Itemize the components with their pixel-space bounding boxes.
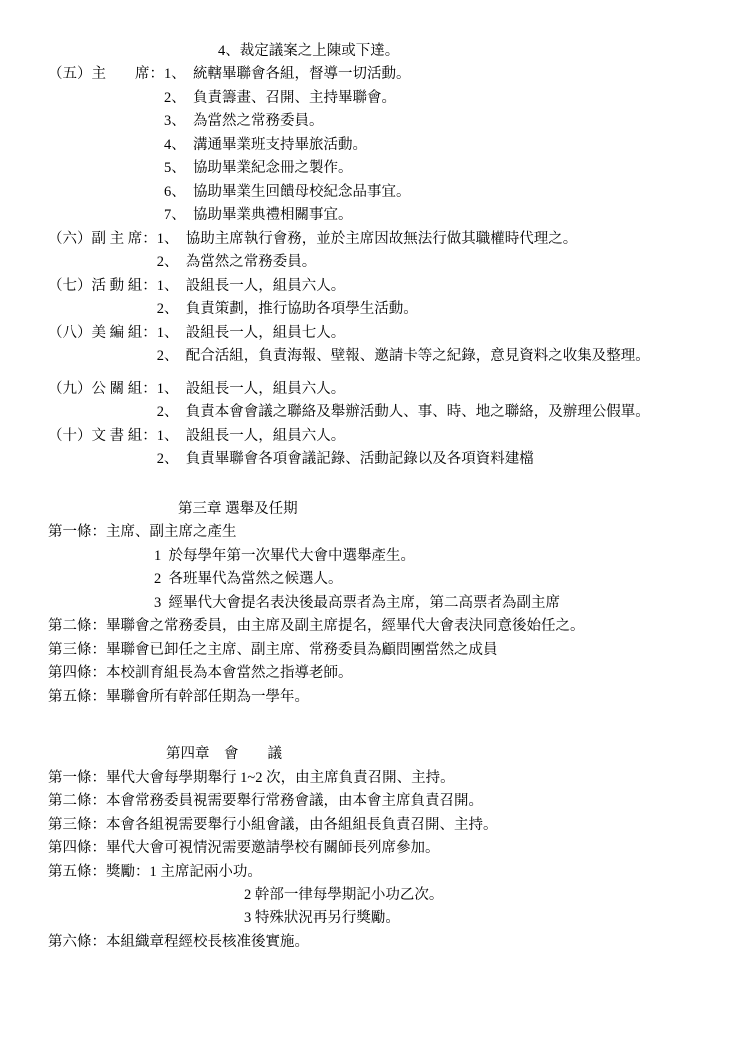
chapter3-article-2 [48, 615, 702, 638]
chapter4-article-5 [48, 861, 702, 884]
spacer [48, 369, 702, 378]
chapter3-article-3 [48, 639, 702, 662]
section-pr-group [48, 378, 702, 425]
list-item: 1、 設組長一人，組員六人。 [156, 277, 346, 294]
article-label: 第三條： [48, 816, 106, 833]
article-label: 第五條： [48, 863, 106, 880]
spacer [48, 472, 702, 498]
section-label: （七）活 動 組： [48, 277, 157, 294]
chapter4-article-4 [48, 837, 702, 860]
section-items [157, 378, 702, 425]
article-sub-item: 3 特殊狀況再另行獎勵。 [244, 910, 400, 927]
article-label: 第四條： [48, 665, 106, 682]
section-label: （六）副 主 席： [48, 230, 157, 247]
chapter4-article-6 [48, 931, 702, 954]
article-text: 畢聯會已卸任之主席、副主席、常務委員為顧問團當然之成員 [106, 641, 498, 658]
list-item: 7、 協助畢業典禮相關事宜。 [164, 207, 353, 224]
chapter4-article-1 [48, 767, 702, 790]
section-activity-group [48, 275, 702, 322]
spacer [48, 709, 702, 726]
list-item: 2、 為當然之常務委員。 [156, 254, 317, 271]
list-item: 2、 負責策劃，推行協助各項學生活動。 [156, 301, 418, 318]
list-item: 1、 統轄畢聯會各組，督導一切活動。 [164, 66, 411, 83]
list-item: 2、 負責籌畫、召開、主持畢聯會。 [164, 89, 396, 106]
chapter3-article-5 [48, 686, 702, 709]
chapter3-article-4 [48, 662, 702, 685]
article-text: 本校訓育組長為本會當然之指導老師。 [106, 665, 353, 682]
section-items [157, 322, 702, 369]
article-label: 第四條： [48, 840, 106, 857]
section-label: （十）文 書 組： [48, 427, 157, 444]
article-text: 主席、副主席之產生 [106, 524, 237, 541]
article-sub-item: 2 各班畢代為當然之候選人。 [154, 571, 343, 588]
article-text: 本會常務委員視需要舉行常務會議，由本會主席負責召開。 [106, 793, 483, 810]
section-label: （五）主 席： [48, 66, 164, 83]
article-label: 第一條： [48, 524, 106, 541]
article-text: 畢代大會可視情況需要邀請學校有關師長列席參加。 [106, 840, 440, 857]
list-item: 2、 配合活組，負責海報、壁報、邀請卡等之紀錄，意見資料之收集及整理。 [156, 348, 650, 365]
chapter3-article-1 [48, 521, 702, 544]
list-item [48, 40, 702, 63]
article-label: 第三條： [48, 641, 106, 658]
chapter-4-title: 第四章 會 議 [166, 746, 282, 763]
list-item-label: 裁定議案之上陳或下達。 [239, 43, 400, 59]
section-chairman [48, 63, 702, 227]
article-label: 第五條： [48, 688, 106, 705]
list-item: 1、 設組長一人，組員七人。 [156, 324, 346, 341]
list-item: 4、 溝通畢業班支持畢旅活動。 [164, 136, 367, 153]
list-item-text: 4、 [218, 43, 240, 59]
section-items [157, 275, 702, 322]
list-item: 5、 協助畢業紀念冊之製作。 [164, 160, 353, 177]
section-items [157, 228, 702, 275]
article-text: 本組織章程經校長核准後實施。 [106, 933, 309, 950]
section-items [157, 425, 702, 472]
article-label: 第二條： [48, 793, 106, 810]
chapter4-article-3 [48, 814, 702, 837]
article-text: 畢聯會之常務委員，由主席及副主席提名，經畢代大會表決同意後始任之。 [106, 618, 585, 635]
list-item: 3、 為當然之常務委員。 [164, 113, 324, 130]
section-secretary-group [48, 425, 702, 472]
list-item: 1、 協助主席執行會務，並於主席因故無法行做其職權時代理之。 [156, 230, 578, 247]
article-sub-item: 3 經畢代大會提名表決後最高票者為主席，第二高票者為副主席 [154, 594, 560, 611]
article-sub-item: 2 幹部一律每學期記小功乙次。 [244, 886, 444, 903]
chapter-3-title: 第三章 選舉及任期 [178, 500, 298, 517]
document-body [48, 40, 702, 954]
list-item: 1、 設組長一人，組員六人。 [156, 380, 346, 397]
section-items [164, 63, 702, 227]
list-item: 6、 協助畢業生回饋母校紀念品事宜。 [164, 183, 411, 200]
list-item: 2、 負責本會會議之聯絡及舉辦活動人、事、時、地之聯絡，及辦理公假單。 [156, 404, 650, 421]
article-label: 第六條： [48, 933, 106, 950]
section-art-group [48, 322, 702, 369]
chapter4-article-2 [48, 790, 702, 813]
article-label: 第二條： [48, 618, 106, 635]
section-label: （八）美 編 組： [48, 324, 157, 341]
article-text: 獎勵：1 主席記兩小功。 [106, 863, 262, 880]
spacer [48, 726, 702, 743]
list-item: 2、 負責畢聯會各項會議記錄、活動記錄以及各項資料建檔 [156, 451, 534, 468]
article-text: 本會各組視需要舉行小組會議，由各組組長負責召開、主持。 [106, 816, 498, 833]
section-vice-chairman [48, 228, 702, 275]
list-item: 1、 設組長一人，組員六人。 [156, 427, 346, 444]
article-text: 畢代大會每學期舉行 1~2 次，由主席負責召開、主持。 [106, 769, 455, 786]
section-label: （九）公 關 組： [48, 380, 157, 397]
article-sub-item: 1 於每學年第一次畢代大會中選舉產生。 [154, 547, 415, 564]
article-label: 第一條： [48, 769, 106, 786]
article-text: 畢聯會所有幹部任期為一學年。 [106, 688, 309, 705]
